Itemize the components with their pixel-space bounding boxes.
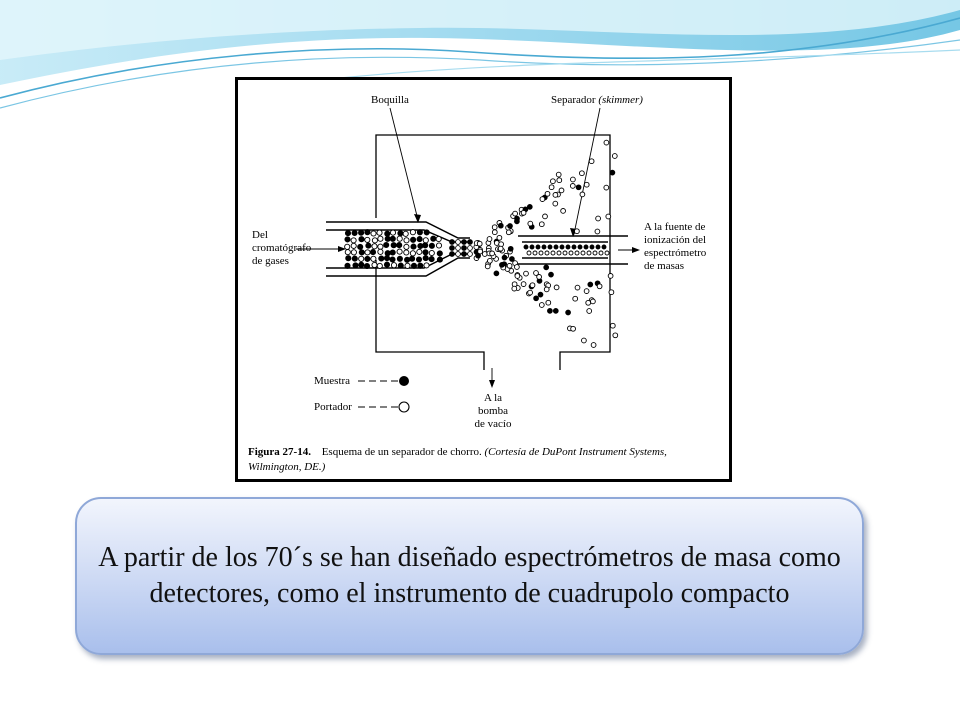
carrier-molecule [345, 244, 350, 249]
carrier-molecule [404, 244, 409, 249]
jet-separator-figure [235, 77, 732, 482]
carrier-molecule [563, 251, 567, 255]
carrier-molecule [487, 237, 492, 242]
sample-molecule [468, 240, 473, 245]
carrier-molecule [591, 299, 596, 304]
carrier-molecule [377, 230, 382, 235]
sample-molecule [462, 240, 467, 245]
carrier-molecule [345, 250, 350, 255]
sample-molecule [548, 245, 552, 249]
carrier-molecule [593, 251, 597, 255]
carrier-molecule [497, 235, 502, 240]
carrier-molecule [372, 262, 377, 267]
label-outlet-line-4: de masas [644, 260, 685, 272]
carrier-molecule [456, 240, 461, 245]
sample-molecule [365, 230, 370, 235]
sample-molecule [423, 250, 428, 255]
carrier-molecule [559, 188, 564, 193]
sample-molecule [542, 245, 546, 249]
sample-molecule [578, 245, 582, 249]
sample-molecule [538, 292, 543, 297]
outlet-arrowhead [632, 247, 640, 253]
sample-molecule [417, 237, 422, 242]
label-inlet-line-1: Del [252, 229, 268, 241]
carrier-molecule [551, 179, 556, 184]
carrier-molecule [540, 197, 545, 202]
carrier-molecule [604, 140, 609, 145]
carrier-molecule [507, 263, 512, 268]
sample-molecule [359, 262, 364, 267]
carrier-molecule [498, 246, 503, 251]
carrier-molecule [599, 251, 603, 255]
carrier-molecule [477, 241, 482, 246]
carrier-molecule [569, 251, 573, 255]
carrier-molecule [436, 243, 441, 248]
carrier-molecule [377, 263, 382, 268]
label-skimmer: (skimmer) [598, 94, 643, 106]
carrier-molecule [539, 251, 543, 255]
carrier-molecule [580, 192, 585, 197]
carrier-molecule [456, 252, 461, 257]
skimmer-tube [518, 236, 628, 264]
carrier-molecule [390, 230, 395, 235]
skimmer-pointer [574, 108, 600, 234]
carrier-molecule [423, 238, 428, 243]
label-vacuum-line-3: de vacío [474, 418, 512, 430]
sample-molecule [391, 243, 396, 248]
carrier-molecule [612, 154, 617, 159]
sample-molecule [411, 237, 416, 242]
sample-molecule [515, 219, 520, 224]
carrier-molecule [391, 263, 396, 268]
carrier-molecule [608, 274, 613, 279]
carrier-molecule [378, 236, 383, 241]
sample-molecule [429, 243, 434, 248]
carrier-molecule [371, 231, 376, 236]
carrier-molecule [545, 251, 549, 255]
carrier-molecule [513, 211, 518, 216]
sample-molecule [530, 245, 534, 249]
carrier-molecule [571, 177, 576, 182]
sample-molecule [385, 251, 390, 256]
sample-molecule [384, 262, 389, 267]
callout-text: A partir de los 70´s se han diseñado espectrómetros de masa como detectores, como el instrumento de cuadrupolo compacto [98, 542, 841, 609]
carrier-molecule [506, 230, 511, 235]
carrier-molecule [372, 244, 377, 249]
sample-molecule [566, 245, 570, 249]
label-outlet-line-2: ionización del [644, 234, 707, 246]
sample-molecule [397, 256, 402, 261]
label-inlet-line-2: cromatógrafo [252, 242, 312, 254]
carrier-molecule [539, 222, 544, 227]
sample-molecule [385, 236, 390, 241]
carrier-molecule [553, 193, 558, 198]
carrier-molecule [527, 251, 531, 255]
carrier-molecule [492, 225, 497, 230]
carrier-molecule [573, 296, 578, 301]
caption-text: Esquema de un separador de chorro. [321, 446, 482, 458]
carrier-molecule [581, 251, 585, 255]
boquilla-pointer [390, 108, 418, 220]
carrier-molecule [521, 282, 526, 287]
sample-molecule [572, 245, 576, 249]
sample-molecule [384, 242, 389, 247]
sample-molecule [524, 245, 528, 249]
sample-molecule [476, 253, 481, 258]
sample-molecule [366, 243, 371, 248]
carrier-molecule [606, 214, 611, 219]
carrier-molecule [365, 250, 370, 255]
sample-molecule [359, 237, 364, 242]
sample-molecule [508, 246, 513, 251]
carrier-molecule [561, 209, 566, 214]
sample-molecule [588, 282, 593, 287]
carrier-molecule [490, 251, 495, 256]
carrier-molecule [528, 290, 533, 295]
sample-molecule [364, 263, 369, 268]
sample-molecule [549, 272, 554, 277]
sample-molecule [590, 245, 594, 249]
carrier-molecule [378, 244, 383, 249]
sample-molecule [554, 245, 558, 249]
sample-molecule [418, 263, 423, 268]
label-vacuum-line-2: bomba [478, 405, 508, 417]
sample-molecule [450, 246, 455, 251]
sample-molecule [345, 231, 350, 236]
carrier-molecule [591, 343, 596, 348]
sample-molecule [370, 250, 375, 255]
sample-molecule [390, 236, 395, 241]
carrier-molecule [524, 271, 529, 276]
sample-molecule [423, 243, 428, 248]
carrier-molecule [609, 290, 614, 295]
carrier-molecule [589, 159, 594, 164]
sample-molecule [553, 309, 558, 314]
sample-molecule [548, 309, 553, 314]
carrier-molecule [515, 265, 520, 270]
sample-molecule [508, 224, 513, 229]
sample-molecule [424, 230, 429, 235]
carrier-molecule [397, 236, 402, 241]
label-boquilla: Boquilla [371, 94, 409, 106]
carrier-molecule [553, 201, 558, 206]
carrier-molecule [359, 256, 364, 261]
carrier-molecule [404, 250, 409, 255]
sample-molecule [384, 256, 389, 261]
sample-molecule [602, 245, 606, 249]
sample-molecule [416, 257, 421, 262]
carrier-molecule [604, 185, 609, 190]
carrier-molecule [378, 249, 383, 254]
carrier-molecule [403, 231, 408, 236]
sample-molecule [390, 257, 395, 262]
sample-molecule [398, 231, 403, 236]
carrier-molecule [488, 258, 493, 263]
callout-box [75, 497, 864, 655]
carrier-molecule [544, 287, 549, 292]
sample-molecule [405, 257, 410, 262]
carrier-molecule [580, 171, 585, 176]
sample-molecule [358, 244, 363, 249]
carrier-molecule [575, 251, 579, 255]
sample-molecule [462, 246, 467, 251]
carrier-molecule [530, 283, 535, 288]
sample-molecule [429, 257, 434, 262]
carrier-molecule [546, 300, 551, 305]
legend-carrier-label: Portador [314, 401, 352, 413]
sample-molecule [566, 310, 571, 315]
sample-molecule [417, 230, 422, 235]
carrier-molecule [554, 285, 559, 290]
sample-molecule [398, 263, 403, 268]
sample-molecule [536, 245, 540, 249]
sample-molecule [610, 170, 615, 175]
carrier-molecule [372, 238, 377, 243]
sample-molecule [502, 255, 507, 260]
carrier-molecule [584, 182, 589, 187]
vacuum-arrowhead [489, 380, 495, 388]
caption-number: Figura 27-14. [248, 446, 311, 458]
carrier-molecule [436, 236, 441, 241]
sample-molecule [596, 245, 600, 249]
carrier-molecule [587, 251, 591, 255]
sample-molecule [345, 237, 350, 242]
carrier-molecule [575, 285, 580, 290]
carrier-molecule [468, 246, 473, 251]
sample-molecule [410, 256, 415, 261]
carrier-molecule [351, 238, 356, 243]
sample-molecule [437, 251, 442, 256]
carrier-molecule [557, 178, 562, 183]
carrier-molecule [596, 216, 601, 221]
sample-molecule [500, 263, 505, 268]
carrier-molecule [397, 249, 402, 254]
sample-molecule [494, 271, 499, 276]
carrier-molecule [417, 249, 422, 254]
sample-molecule [576, 185, 581, 190]
carrier-molecule [404, 238, 409, 243]
sample-molecule [498, 223, 503, 228]
sample-molecule [365, 256, 370, 261]
carrier-molecule [610, 323, 615, 328]
carrier-molecule [539, 303, 544, 308]
sample-molecule [450, 240, 455, 245]
carrier-molecule [365, 237, 370, 242]
sample-molecule [352, 256, 357, 261]
carrier-molecule [571, 326, 576, 331]
carrier-molecule [429, 250, 434, 255]
label-outlet-line-3: espectrómetro [644, 247, 707, 259]
carrier-molecule [534, 271, 539, 276]
carrier-molecule [597, 284, 602, 289]
label-outlet-line-1: A la fuente de [644, 221, 706, 233]
sample-molecule [431, 236, 436, 241]
label-separador [551, 94, 643, 107]
sample-molecule [411, 263, 416, 268]
carrier-molecule [549, 185, 554, 190]
carrier-molecule [584, 289, 589, 294]
carrier-molecule [587, 309, 592, 314]
legend-carrier-dot [399, 402, 409, 412]
sample-molecule [379, 256, 384, 261]
carrier-molecule [543, 214, 548, 219]
sample-molecule [353, 263, 358, 268]
carrier-molecule [371, 256, 376, 261]
sample-molecule [345, 263, 350, 268]
carrier-molecule [351, 250, 356, 255]
carrier-molecule [586, 300, 591, 305]
carrier-molecule [515, 274, 520, 279]
sample-molecule [418, 243, 423, 248]
carrier-molecule [456, 246, 461, 251]
carrier-molecule [595, 229, 600, 234]
carrier-molecule [468, 252, 473, 257]
legend-sample-label: Muestra [314, 375, 351, 387]
sample-molecule [346, 256, 351, 261]
carrier-molecule [575, 229, 580, 234]
label-vacuum-line-1: A la [483, 392, 503, 404]
sample-molecule [437, 257, 442, 262]
label-inlet-line-3: de gases [252, 255, 289, 267]
sample-molecule [359, 250, 364, 255]
sample-molecule [390, 250, 395, 255]
sample-molecule [352, 230, 357, 235]
sample-molecule [423, 256, 428, 261]
sample-molecule [359, 230, 364, 235]
carrier-molecule [512, 286, 517, 291]
carrier-molecule [424, 263, 429, 268]
sample-molecule [510, 257, 515, 262]
sample-molecule [411, 244, 416, 249]
sample-molecule [534, 296, 539, 301]
legend-sample-dot [399, 376, 409, 386]
sample-molecule [450, 252, 455, 257]
sample-molecule [385, 231, 390, 236]
carrier-molecule [410, 230, 415, 235]
sample-molecule [544, 265, 549, 270]
carrier-molecule [405, 263, 410, 268]
sample-molecule [397, 243, 402, 248]
carrier-molecule [528, 221, 533, 226]
caption-credit: (Cortesía de DuPont Instrument Systems, Wilmington, DE.) [248, 446, 667, 473]
carrier-molecule [410, 251, 415, 256]
carrier-molecule [557, 251, 561, 255]
sample-molecule [584, 245, 588, 249]
carrier-molecule [551, 251, 555, 255]
molecule-particles [345, 140, 618, 347]
carrier-molecule [556, 172, 561, 177]
figure-caption [248, 445, 723, 475]
carrier-molecule [613, 333, 618, 338]
carrier-molecule [570, 184, 575, 189]
sample-molecule [560, 245, 564, 249]
carrier-molecule [351, 243, 356, 248]
label-separador-word: Separador [551, 94, 596, 106]
carrier-molecule [521, 210, 526, 215]
carrier-molecule [545, 191, 550, 196]
carrier-molecule [485, 264, 490, 269]
sample-molecule [462, 252, 467, 257]
carrier-molecule [533, 251, 537, 255]
carrier-molecule [492, 230, 497, 235]
carrier-molecule [582, 338, 587, 343]
carrier-molecule [605, 251, 609, 255]
